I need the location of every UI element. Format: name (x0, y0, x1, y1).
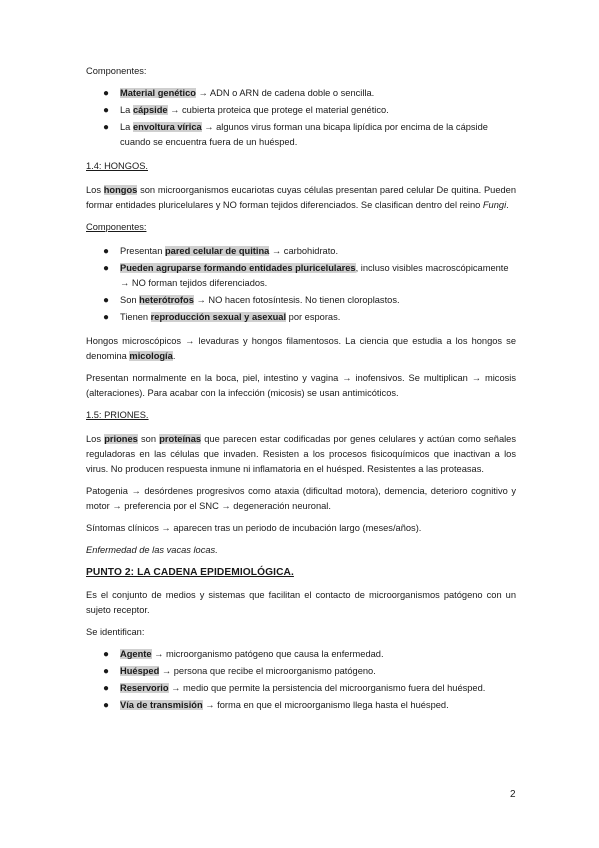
bullet-icon: ● (103, 649, 110, 660)
hongos-microscopic: Hongos microscópicos → levaduras y hongos filamentosos. La ciencia que estudia a los hongos se denomina micología. (86, 336, 516, 361)
hongos-components-list (86, 244, 516, 325)
list-item: ● La cápside → cubierta proteica que protege el material genético. (103, 105, 389, 116)
list-item: ● Pueden agruparse formando entidades pluricelulares, incluso visibles macroscópicamente → NO forman tejidos diferenciados. (103, 263, 509, 288)
punto2-identify: Se identifican: (86, 627, 145, 637)
hongos-presence: Presentan normalmente en la boca, piel, intestino y vagina → inofensivos. Se multiplican → micosis (alteraciones). Para acabar con la infección (micosis) se usan antimicóticos. (86, 373, 516, 398)
components-label: Componentes: (86, 66, 147, 76)
list-item: ● La envoltura vírica → algunos virus forman una bicapa lipídica por encima de la cápside cuando se encuentra fuera de un huésped. (103, 122, 488, 147)
list-item: ● Reservorio → medio que permite la persistencia del microorganismo fuera del huésped. (103, 683, 486, 694)
punto2-definition: Es el conjunto de medios y sistemas que facilitan el contacto de microorganismos patógeno con un sujeto receptor. (86, 590, 516, 615)
list-item: ● Son heterótrofos → NO hacen fotosíntesis. No tienen cloroplastos. (103, 295, 400, 306)
list-item: ● Material genético → ADN o ARN de cadena doble o sencilla. (103, 88, 375, 99)
priones-patogenia: Patogenia → desórdenes progresivos como ataxia (dificultad motora), demencia, deterioro cognitivo y motor → preferencia por el SNC → degeneración neuronal. (86, 486, 516, 511)
bullet-icon: ● (103, 683, 110, 694)
bullet-icon: ● (103, 246, 110, 257)
bullet-icon: ● (103, 295, 110, 306)
cadena-epidemiologica-list (86, 647, 516, 713)
hongos-intro: Los hongos son microorganismos eucariotas cuyas células presentan pared celular De quitina. Pueden formar entidades pluricelulares y NO forman tejidos diferenciados. Se clasifican dentro del reino Fungi. (86, 185, 516, 210)
page-number: 2 (510, 789, 516, 800)
section-heading-priones: 1.5: PRIONES. (86, 410, 149, 420)
list-item: ● Huésped → persona que recibe el microorganismo patógeno. (103, 666, 376, 677)
section-heading-hongos: 1.4: HONGOS. (86, 161, 148, 171)
section-heading-punto2: PUNTO 2: LA CADENA EPIDEMIOLÓGICA. (86, 567, 294, 578)
list-item: ● Vía de transmisión → forma en que el microorganismo llega hasta el huésped. (103, 700, 449, 711)
page-content (86, 64, 516, 722)
priones-example: Enfermedad de las vacas locas. (86, 545, 218, 555)
bullet-icon: ● (103, 105, 110, 116)
list-item: ● Tienen reproducción sexual y asexual por esporas. (103, 312, 341, 323)
bullet-icon: ● (103, 700, 110, 711)
bullet-icon: ● (103, 88, 110, 99)
priones-intro: Los priones son proteínas que parecen estar codificadas por genes celulares y actúan como señales reguladoras en las células que invaden. Resisten a los procesos fisicoquímicos que inactivan a los virus. No producen respuesta inmune ni inflamatoria en el huésped. Resistentes a las proteasas. (86, 434, 517, 474)
bullet-icon: ● (103, 312, 110, 323)
bullet-icon: ● (103, 122, 110, 133)
list-item: ● Agente → microorganismo patógeno que causa la enfermedad. (103, 649, 384, 660)
hongos-components-label: Componentes: (86, 222, 147, 232)
priones-sintomas: Síntomas clínicos → aparecen tras un periodo de incubación largo (meses/años). (86, 523, 422, 533)
virus-components-list (86, 86, 516, 150)
bullet-icon: ● (103, 666, 110, 677)
bullet-icon: ● (103, 263, 110, 274)
list-item: ● Presentan pared celular de quitina → carbohidrato. (103, 246, 339, 257)
